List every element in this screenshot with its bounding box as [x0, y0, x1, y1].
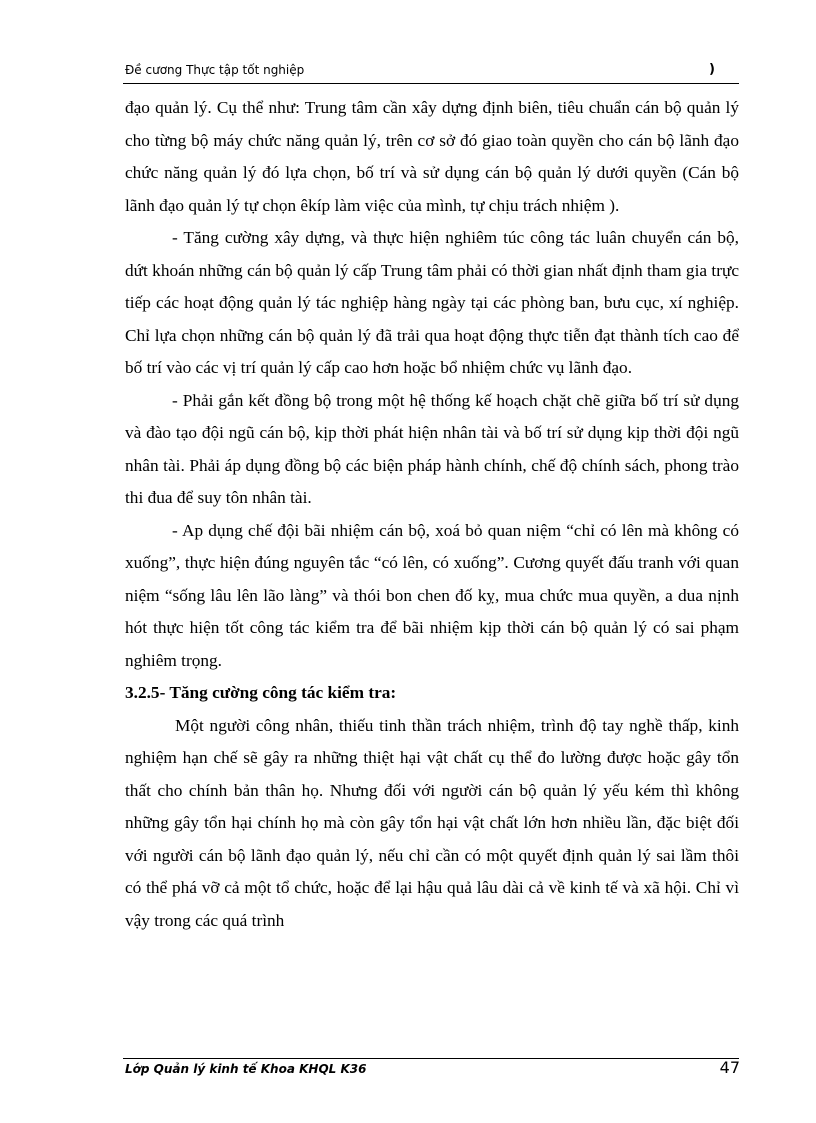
body-text	[125, 92, 739, 937]
paragraph-rotation: - Tăng cường xây dựng, và thực hiện nghiêm túc công tác luân chuyển cán bộ, dứt khoán những cán bộ quản lý cấp Trung tâm phải có thời gian nhất định tham gia trực tiếp các hoạt động quản lý tác nghiệp hàng ngày tại các phòng ban, bưu cục, xí nghiệp. Chỉ lựa chọn những cán bộ quản lý đã trải qua hoạt động thực tiễn đạt thành tích cao để bố trí vào các vị trí quản lý cấp cao hơn hoặc bổ nhiệm chức vụ lãnh đạo.	[125, 228, 739, 377]
paragraph-dismissal: - Ap dụng chế đội bãi nhiệm cán bộ, xoá bỏ quan niệm “chỉ có lên mà không có xuống”, thực hiện đúng nguyên tắc “có lên, có xuống”. Cương quyết đấu tranh với quan niệm “sống lâu lên lão làng” và thói bon chen đố kỵ, mua chức mua quyền, a dua nịnh hót thực hiện tốt công tác kiểm tra để bãi nhiệm kịp thời cán bộ quản lý có sai phạm nghiêm trọng.	[125, 520, 739, 670]
paragraph-inspection: Một người công nhân, thiếu tinh thần trách nhiệm, trình độ tay nghề thấp, kinh nghiệm hạn chế sẽ gây ra những thiệt hại vật chất cụ thể đo lường được hoặc gây tổn thất cho chính bản thân họ. Nhưng đối với người cán bộ quản lý yếu kém thì không những gây tổn hại chính họ mà còn gây tổn hại vật chất lớn hơn nhiều lần, đặc biệt đối với người cán bộ lãnh đạo quản lý, nếu chỉ cần có một quyết định quản lý sai lầm thôi có thể phá vỡ cả một tổ chức, hoặc để lại hậu quả lâu dài cả về kinh tế và xã hội. Chỉ vì vậy trong các quá trình	[125, 715, 739, 930]
paragraph-talent: - Phải gắn kết đồng bộ trong một hệ thống kế hoạch chặt chẽ giữa bố trí sử dụng và đào tạo đội ngũ cán bộ, kịp thời phát hiện nhân tài và bố trí sử dụng kịp thời đội ngũ nhân tài. Phải áp dụng đồng bộ các biện pháp hành chính, chế độ chính sách, phong trào thi đua để suy tôn nhân tài.	[125, 390, 739, 507]
footer-label: Lớp Quản lý kinh tế Khoa KHQL K36	[125, 1062, 367, 1076]
running-header-title: Đề cương Thực tập tốt nghiệp	[125, 63, 305, 77]
section-heading: 3.2.5- Tăng cường công tác kiểm tra:	[125, 683, 397, 702]
footer-divider	[123, 1058, 739, 1059]
paragraph-continuation: đạo quản lý. Cụ thể như: Trung tâm cần xây dựng định biên, tiêu chuẩn cán bộ quản lý cho từng bộ máy chức năng quản lý, trên cơ sở đó giao toàn quyền cho cán bộ lãnh đạo chức năng quản lý đó lựa chọn, bố trí và sử dụng cán bộ quản lý dưới quyền (Cán bộ lãnh đạo quản lý tự chọn êkíp làm việc của mình, tự chịu trách nhiệm ).	[125, 98, 739, 215]
page-number: 47	[719, 1058, 740, 1077]
running-header-mark: )	[709, 62, 715, 77]
header-divider	[123, 83, 739, 84]
